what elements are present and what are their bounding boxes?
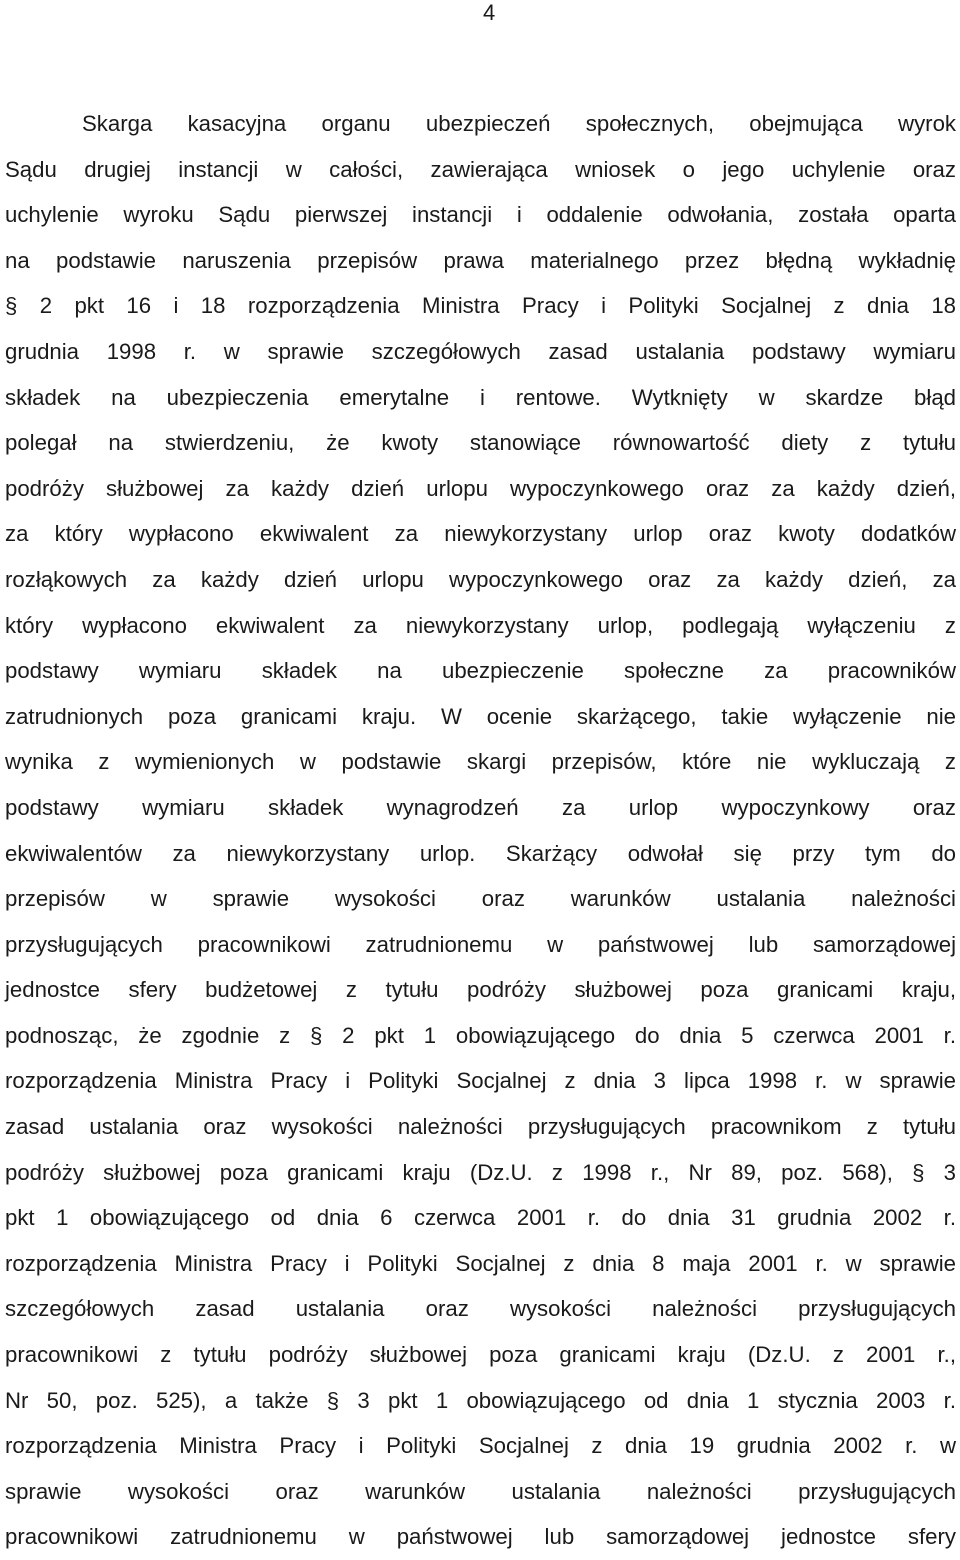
text-line: rozporządzenia Ministra Pracy i Polityki Socjalnej z dnia 8 maja 2001 r. w sprawie [5, 1250, 956, 1276]
text-line: na podstawie naruszenia przepisów prawa materialnego przez błędną wykładnię [5, 247, 956, 273]
text-line: podstawy wymiaru składek na ubezpieczenie społeczne za pracowników [5, 658, 956, 684]
text-line: szczegółowych zasad ustalania oraz wysokości należności przysługujących [5, 1296, 956, 1322]
text-line: zasad ustalania oraz wysokości należności przysługujących pracownikom z tytułu [5, 1114, 956, 1140]
text-line: pracownikowi z tytułu podróży służbowej poza granicami kraju (Dz.U. z 2001 r., [5, 1342, 956, 1368]
text-line: podróży służbowej poza granicami kraju (Dz.U. z 1998 r., Nr 89, poz. 568), § 3 [5, 1159, 956, 1185]
text-line: przysługujących pracownikowi zatrudnionemu w państwowej lub samorządowej [5, 931, 956, 957]
text-line: podróży służbowej za każdy dzień urlopu wypoczynkowego oraz za każdy dzień, [5, 475, 956, 501]
text-line: pkt 1 obowiązującego od dnia 6 czerwca 2001 r. do dnia 31 grudnia 2002 r. [5, 1205, 956, 1231]
text-line: ekwiwalentów za niewykorzystany urlop. Skarżący odwołał się przy tym do [5, 840, 956, 866]
text-line: polegał na stwierdzeniu, że kwoty stanowiące równowartość diety z tytułu [5, 430, 956, 456]
text-line: jednostce sfery budżetowej z tytułu podróży służbowej poza granicami kraju, [5, 977, 956, 1003]
text-line: przepisów w sprawie wysokości oraz warunków ustalania należności [5, 886, 956, 912]
text-line: Nr 50, poz. 525), a także § 3 pkt 1 obowiązującego od dnia 1 stycznia 2003 r. [5, 1387, 956, 1413]
text-line: za który wypłacono ekwiwalent za niewykorzystany urlop oraz kwoty dodatków [5, 521, 956, 547]
text-line: podstawy wymiaru składek wynagrodzeń za urlop wypoczynkowy oraz [5, 794, 956, 820]
text-line: § 2 pkt 16 i 18 rozporządzenia Ministra Pracy i Polityki Socjalnej z dnia 18 [5, 293, 956, 319]
text-line: Sądu drugiej instancji w całości, zawierająca wniosek o jego uchylenie oraz [5, 156, 956, 182]
text-line: pracownikowi zatrudnionemu w państwowej lub samorządowej jednostce sfery [5, 1524, 956, 1550]
body-paragraph [5, 101, 956, 1560]
text-line: zatrudnionych poza granicami kraju. W ocenie skarżącego, takie wyłączenie nie [5, 703, 956, 729]
text-line: podnosząc, że zgodnie z § 2 pkt 1 obowiązującego do dnia 5 czerwca 2001 r. [5, 1022, 956, 1048]
text-line: sprawie wysokości oraz warunków ustalania należności przysługujących [5, 1478, 956, 1504]
text-line: rozporządzenia Ministra Pracy i Polityki Socjalnej z dnia 3 lipca 1998 r. w sprawie [5, 1068, 956, 1094]
text-line: składek na ubezpieczenia emerytalne i rentowe. Wytknięty w skardze błąd [5, 384, 956, 410]
page-number: 4 [483, 0, 496, 25]
text-line: który wypłacono ekwiwalent za niewykorzystany urlop, podlegają wyłączeniu z [5, 612, 956, 638]
text-line: Skarga kasacyjna organu ubezpieczeń społecznych, obejmująca wyrok [82, 111, 956, 136]
text-line: grudnia 1998 r. w sprawie szczegółowych zasad ustalania podstawy wymiaru [5, 338, 956, 364]
text-line: rozporządzenia Ministra Pracy i Polityki Socjalnej z dnia 19 grudnia 2002 r. w [5, 1433, 956, 1459]
text-line: rozłąkowych za każdy dzień urlopu wypoczynkowego oraz za każdy dzień, za [5, 566, 956, 592]
text-line: wynika z wymienionych w podstawie skargi przepisów, które nie wykluczają z [5, 749, 956, 775]
text-line: uchylenie wyroku Sądu pierwszej instancji i oddalenie odwołania, została oparta [5, 202, 956, 228]
